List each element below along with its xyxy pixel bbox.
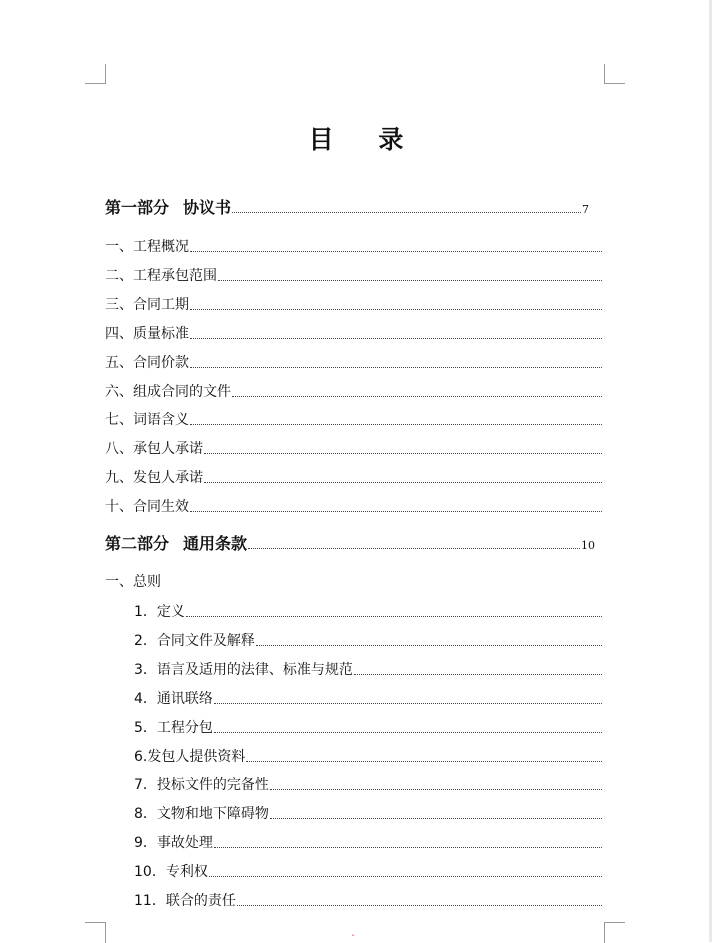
- toc-entry[interactable]: 2．合同文件及解释: [134, 630, 603, 650]
- leader-dots: [232, 211, 581, 213]
- toc-entry[interactable]: 一、工程概况: [105, 236, 603, 256]
- crop-mark-top-right: [604, 64, 625, 84]
- leader-dots: [190, 510, 602, 512]
- toc-entry[interactable]: 1．定义: [134, 601, 603, 621]
- toc-entry-label: 第二部分 通用条款: [105, 534, 248, 553]
- leader-dots: [214, 731, 602, 733]
- toc-entry-label: 第一部分 协议书: [105, 198, 232, 217]
- toc-entry[interactable]: 3．语言及适用的法律、标准与规范: [134, 659, 603, 679]
- leader-dots: [256, 644, 602, 646]
- toc-entry[interactable]: 5．工程分包: [134, 717, 603, 737]
- leader-dots: [214, 702, 602, 704]
- toc-entry-part1[interactable]: [105, 197, 589, 217]
- toc-entry[interactable]: 10．专利权: [134, 861, 603, 881]
- toc-entry[interactable]: 八、承包人承诺: [105, 438, 603, 458]
- leader-dots: [248, 547, 580, 549]
- leader-dots: [186, 615, 602, 617]
- toc-entry[interactable]: 4．通讯联络: [134, 688, 603, 708]
- section-heading[interactable]: 一、总则: [105, 574, 161, 590]
- leader-dots: [237, 904, 602, 906]
- toc-entry[interactable]: 七、词语含义: [105, 409, 603, 429]
- leader-dots: [190, 423, 602, 425]
- crop-mark-bottom-left: [85, 922, 106, 943]
- leader-dots: [204, 481, 602, 483]
- toc-title: 目 录: [308, 125, 422, 154]
- toc-entry[interactable]: 五、合同价款: [105, 352, 603, 372]
- leader-dots: [354, 673, 602, 675]
- page-number: 10: [581, 539, 595, 552]
- leader-dots: [190, 337, 602, 339]
- toc-entry[interactable]: 二、工程承包范围: [105, 265, 603, 285]
- leader-dots: [204, 452, 602, 454]
- toc-entry[interactable]: 四、质量标准: [105, 323, 603, 343]
- leader-dots: [214, 846, 602, 848]
- toc-entry[interactable]: 6.发包人提供资料: [134, 746, 603, 766]
- toc-entry[interactable]: 8．文物和地下障碍物: [134, 803, 603, 823]
- leader-dots: [190, 250, 602, 252]
- toc-entry[interactable]: 十、合同生效: [105, 496, 603, 516]
- leader-dots: [246, 760, 602, 762]
- toc-entry[interactable]: 九、发包人承诺: [105, 467, 603, 487]
- toc-entry[interactable]: 11．联合的责任: [134, 890, 603, 910]
- toc-entry[interactable]: 六、组成合同的文件: [105, 381, 603, 401]
- toc-entry[interactable]: 三、合同工期: [105, 294, 603, 314]
- leader-dots: [190, 366, 602, 368]
- crop-mark-bottom-right: [604, 922, 625, 943]
- leader-dots: [209, 875, 602, 877]
- leader-dots: [270, 817, 602, 819]
- page-number: 7: [582, 203, 589, 216]
- toc-entry[interactable]: 9．事故处理: [134, 832, 603, 852]
- page-marker-icon: ˆ: [351, 934, 355, 943]
- toc-entry[interactable]: 7．投标文件的完备性: [134, 774, 603, 794]
- leader-dots: [232, 395, 602, 397]
- crop-mark-top-left: [85, 64, 106, 84]
- leader-dots: [190, 308, 602, 310]
- leader-dots: [270, 788, 602, 790]
- toc-entry-part2[interactable]: [105, 533, 595, 553]
- leader-dots: [218, 279, 602, 281]
